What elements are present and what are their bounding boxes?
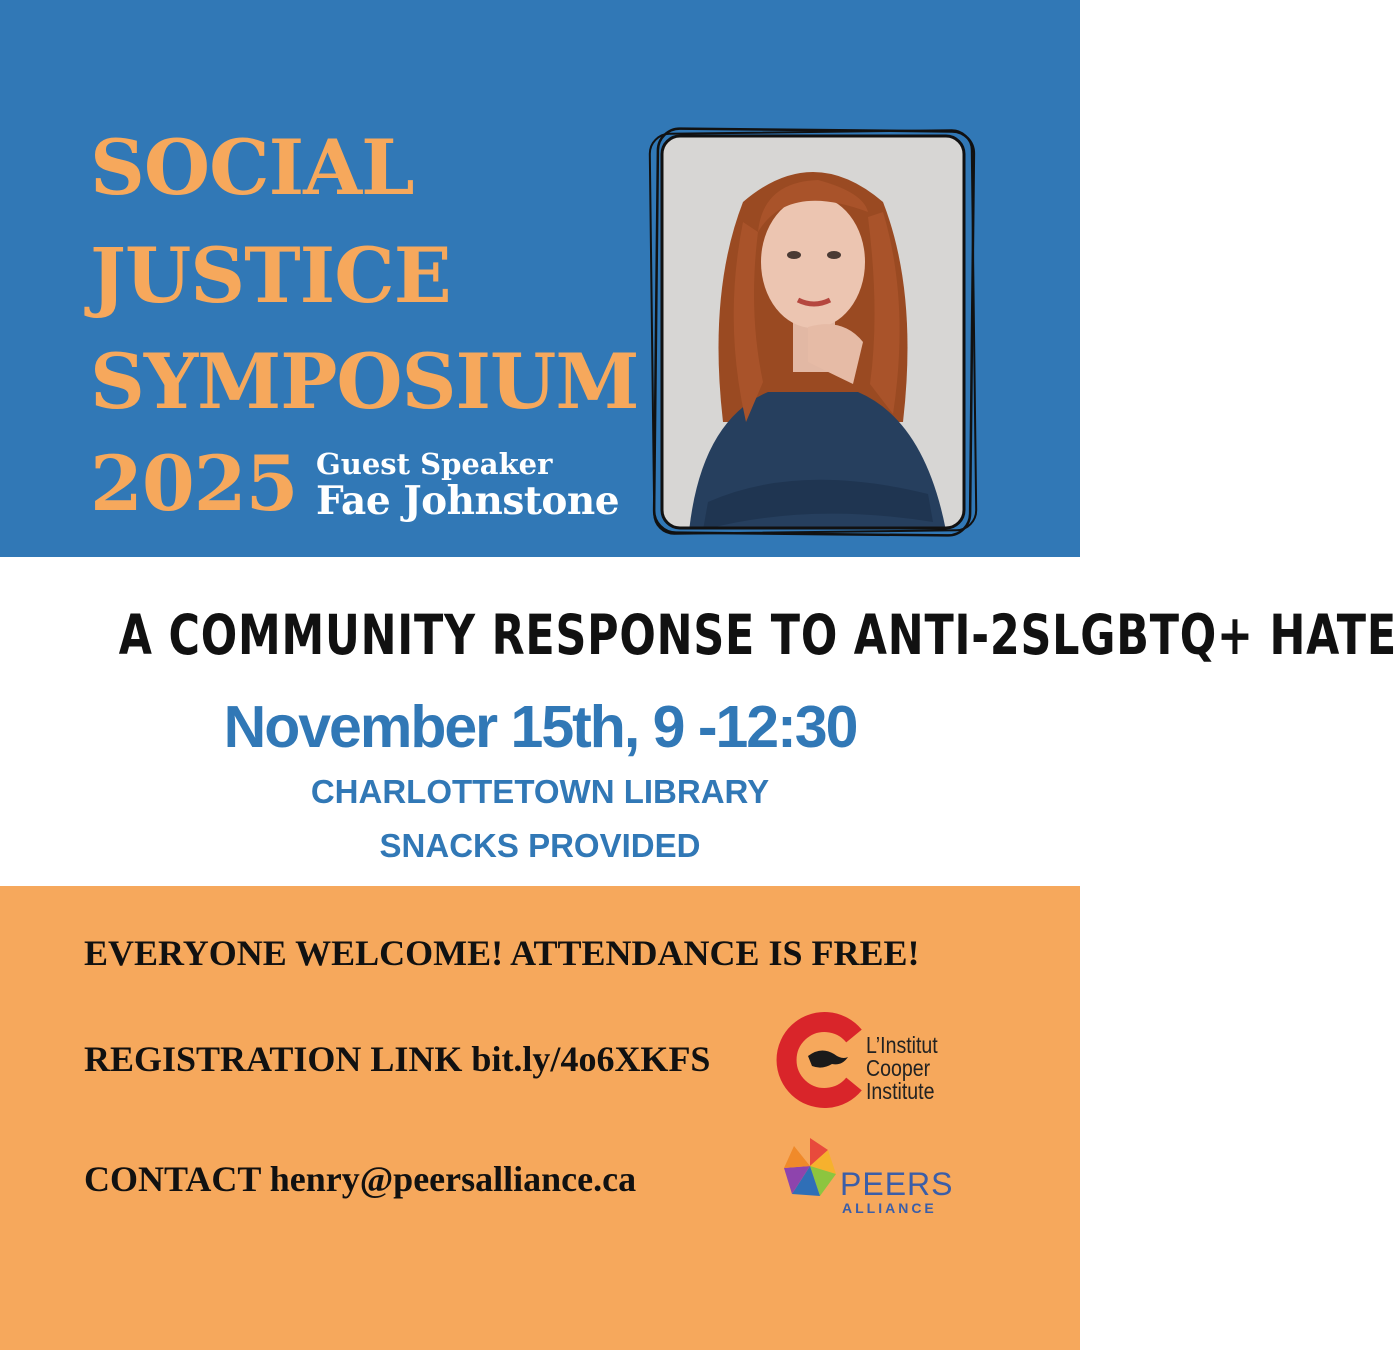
title-line-3: SYMPOSIUM <box>90 337 639 426</box>
welcome-text: EVERYONE WELCOME! ATTENDANCE IS FREE! <box>84 933 920 973</box>
info-section <box>0 886 1080 1350</box>
speaker-photo <box>648 122 978 542</box>
guest-speaker-label: Guest Speaker <box>316 447 553 481</box>
event-venue: CHARLOTTETOWN LIBRARY <box>310 773 770 810</box>
speaker-portrait-icon <box>648 122 978 542</box>
title-line-1: SOCIAL <box>90 123 414 212</box>
cooper-c-icon <box>776 1010 866 1110</box>
contact-email[interactable]: CONTACT henry@peersalliance.ca <box>84 1159 637 1199</box>
title-line-2: JUSTICE <box>90 231 451 320</box>
registration-link[interactable]: REGISTRATION LINK bit.ly/4o6XKFS <box>84 1039 711 1079</box>
event-year: 2025 <box>90 439 298 528</box>
hero-section <box>0 0 1080 557</box>
event-date: November 15th, 9 -12:30 <box>223 694 857 760</box>
cooper-institute-name <box>866 1034 938 1103</box>
details-section <box>0 557 1397 886</box>
guest-speaker-name: Fae Johnstone <box>316 478 620 524</box>
event-headline: A COMMUNITY RESPONSE TO ANTI-2SLGBTQ+ HATE <box>118 603 1397 667</box>
peers-wordmark: PEERS <box>840 1166 954 1202</box>
peers-pinwheel-icon <box>780 1136 840 1206</box>
cooper-line-3: Institute <box>866 1078 935 1104</box>
cooper-line-1: L’Institut <box>866 1032 938 1058</box>
alliance-wordmark: ALLIANCE <box>842 1200 937 1216</box>
snacks-note: SNACKS PROVIDED <box>379 827 701 864</box>
cooper-line-2: Cooper <box>866 1055 931 1081</box>
